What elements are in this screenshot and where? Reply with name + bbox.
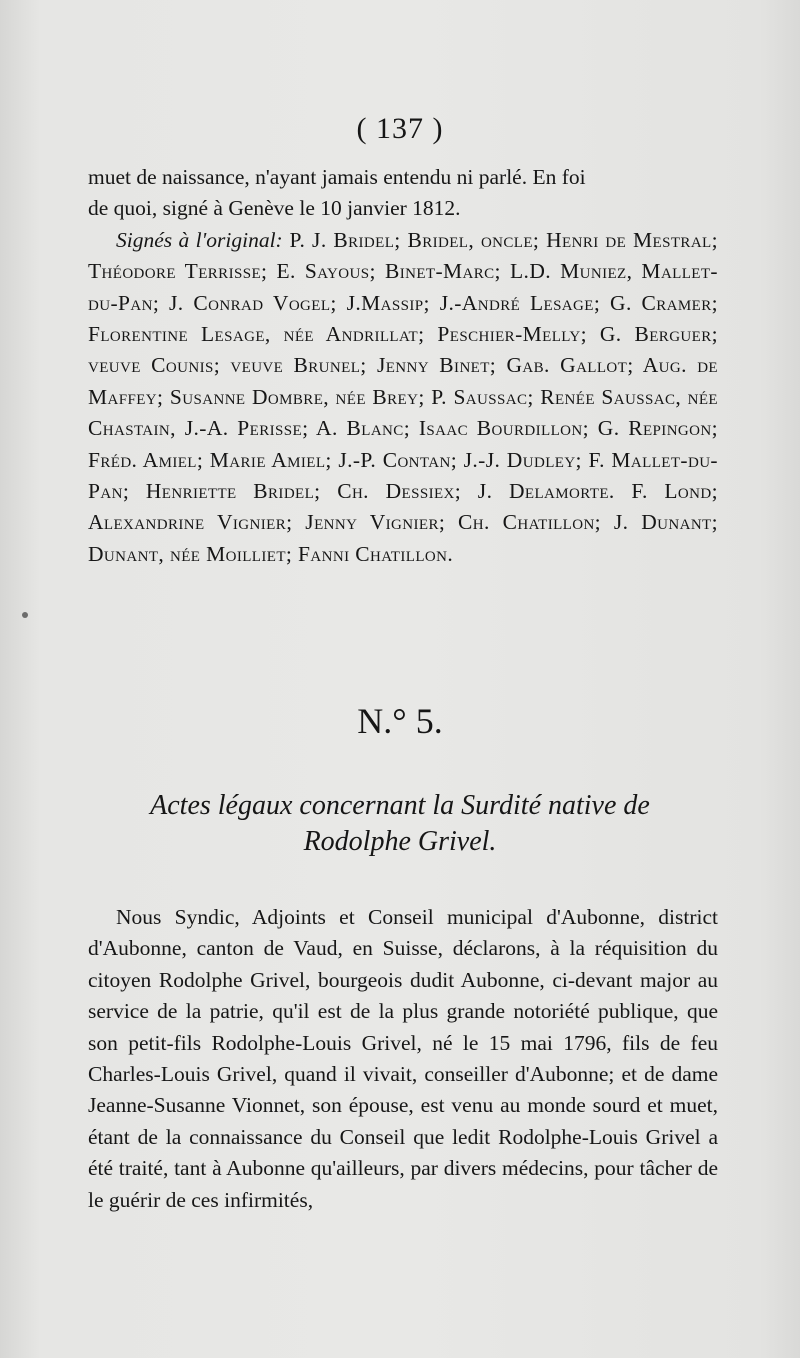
body-paragraph: Nous Syndic, Adjoints et Conseil municipal d'Aubonne, district d'Aubonne, canton de Vaud, en Suisse, déclarons, à la réquisition du citoyen Rodolphe Grivel, bourgeois dudit Aubonne, ci-devant major au service de la patrie, qu'il est de la plus grande notoriété publique, que son petit-fils Rodolphe-Louis Grivel, né le 15 mai 1796, fils de feu Charles-Louis Grivel, quand il vivait, conseiller d'Aubonne; et de dame Jeanne-Susanne Vionnet, son épouse, est venu au monde sourd et muet, étant de la connaissance du Conseil que ledit Rodolphe-Louis Grivel a été traité, tant à Aubonne qu'ailleurs, par divers médecins, pour tâcher de le guérir de ces infirmités, [88,905,718,1212]
closing-line-1: muet de naissance, n'ayant jamais entendu ni parlé. En foi [88,165,586,189]
closing-line-2: de quoi, signé à Genève le 10 janvier 1812. [88,196,461,221]
signatures-lead: Signés à l'original: [116,227,283,252]
body-text-block [88,902,718,1216]
signatures-paragraph [88,225,718,570]
section-title [0,788,800,860]
section-number: N.° 5. [357,701,443,741]
top-text-block [88,162,718,570]
ink-spot [22,612,28,618]
signatures-list: P. J. Bridel; Bridel, oncle; Henri de Mestral; Théodore Terrisse; E. Sayous; Binet-Marc; L.D. Muniez, Mallet-du-Pan; J. Conrad Vogel; J.Massip; J.-André Lesage; G. Cramer; Florentine Lesage, née Andrillat; Peschier-Melly; G. Berguer; veuve Counis; veuve Brunel; Jenny Binet; Gab. Gallot; Aug. de Maffey; Susanne Dombre, née Brey; P. Saussac; Renée Saussac, née Chastain, J.-A. Perisse; A. Blanc; Isaac Bourdillon; G. Repingon; Fréd. Amiel; Marie Amiel; J.-P. Contan; J.-J. Dudley; F. Mallet-du-Pan; Henriette Bridel; Ch. Dessiex; J. Delamorte. F. Lond; Alexandrine Vignier; Jenny Vignier; Ch. Chatillon; J. Dunant; Dunant, née Moilliet; Fanni Chatillon. [88,227,718,566]
section-title-line-1: Actes légaux concernant la Surdité native de [150,790,650,821]
section-title-line-2: Rodolphe Grivel. [303,826,497,857]
page-number: ( 137 ) [356,112,444,145]
